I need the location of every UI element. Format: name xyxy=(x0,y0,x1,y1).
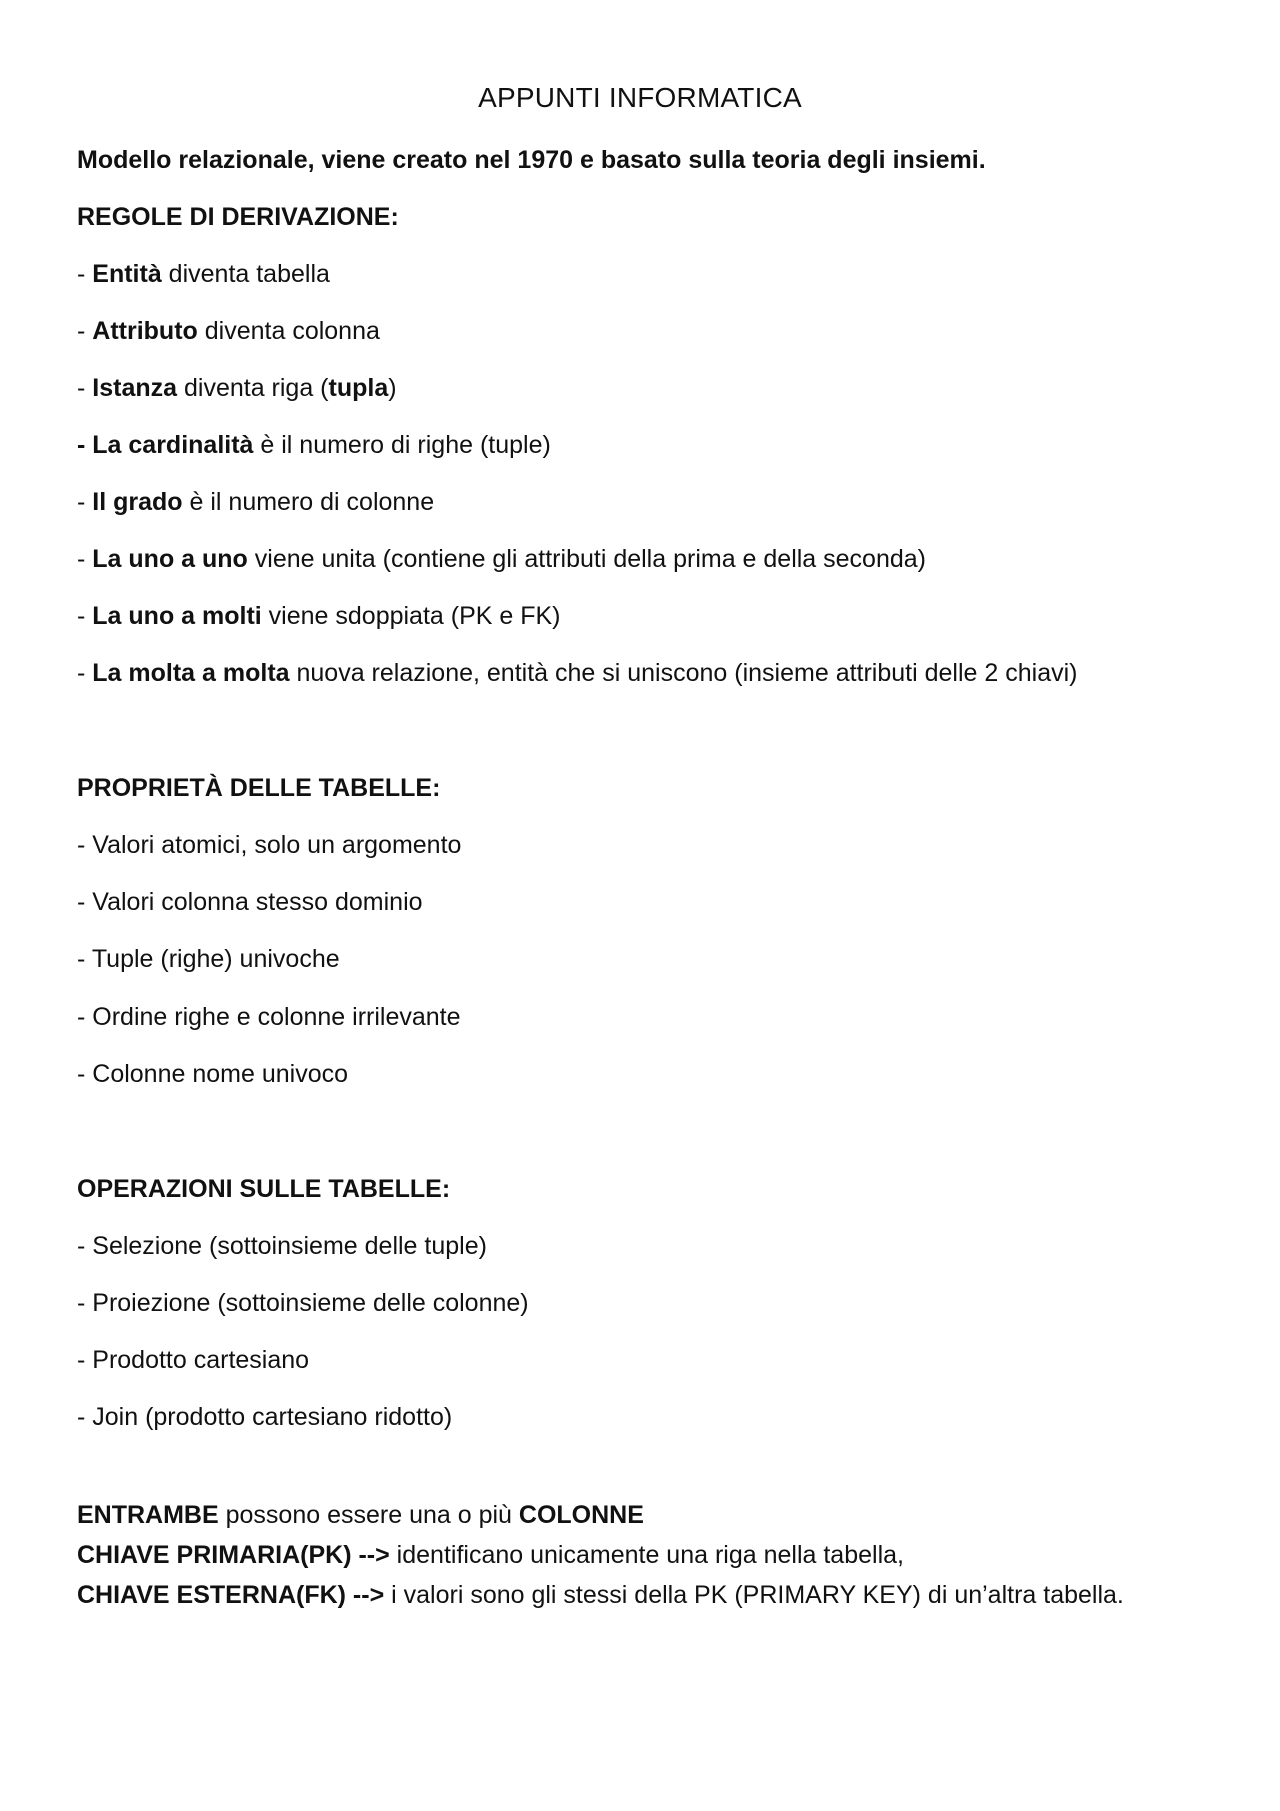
chiave-primaria: CHIAVE PRIMARIA(PK) --> identificano unicamente una riga nella tabella, xyxy=(77,1541,904,1569)
regola-item-uno-a-molti: - La uno a molti viene sdoppiata (PK e FK) xyxy=(77,602,561,630)
regola-item-istanza: - Istanza diventa riga (tupla) xyxy=(77,374,397,402)
regola-item-cardinalita: - La cardinalità è il numero di righe (tuple) xyxy=(77,431,551,459)
proprieta-item: - Ordine righe e colonne irrilevante xyxy=(77,1003,461,1031)
regola-item-molta-a-molta: - La molta a molta nuova relazione, entità che si uniscono (insieme attributi delle 2 chiavi) xyxy=(77,659,1078,687)
heading-regole: REGOLE DI DERIVAZIONE: xyxy=(77,203,399,231)
regola-item-entita: - Entità diventa tabella xyxy=(77,260,330,288)
page-title: APPUNTI INFORMATICA xyxy=(478,82,802,113)
heading-proprieta: PROPRIETÀ DELLE TABELLE: xyxy=(77,774,441,802)
operazione-item: - Join (prodotto cartesiano ridotto) xyxy=(77,1403,453,1431)
regola-item-uno-a-uno: - La uno a uno viene unita (contiene gli attributi della prima e della seconda) xyxy=(77,545,927,573)
chiave-esterna: CHIAVE ESTERNA(FK) --> i valori sono gli stessi della PK (PRIMARY KEY) di un’altra tabella. xyxy=(77,1581,1124,1609)
proprieta-item: - Colonne nome univoco xyxy=(77,1060,348,1088)
proprieta-item: - Valori colonna stesso dominio xyxy=(77,888,423,916)
regola-item-grado: - Il grado è il numero di colonne xyxy=(77,488,435,516)
operazione-item: - Proiezione (sottoinsieme delle colonne) xyxy=(77,1289,529,1317)
proprieta-item: - Tuple (righe) univoche xyxy=(77,945,340,973)
intro-text: Modello relazionale, viene creato nel 1970 e basato sulla teoria degli insiemi. xyxy=(77,146,986,174)
operazione-item: - Selezione (sottoinsieme delle tuple) xyxy=(77,1232,487,1260)
heading-operazioni: OPERAZIONI SULLE TABELLE: xyxy=(77,1175,451,1203)
operazione-item: - Prodotto cartesiano xyxy=(77,1346,310,1374)
chiavi-entrambe: ENTRAMBE possono essere una o più COLONNE xyxy=(77,1501,644,1529)
regola-item-attributo: - Attributo diventa colonna xyxy=(77,317,380,345)
proprieta-item: - Valori atomici, solo un argomento xyxy=(77,831,462,859)
